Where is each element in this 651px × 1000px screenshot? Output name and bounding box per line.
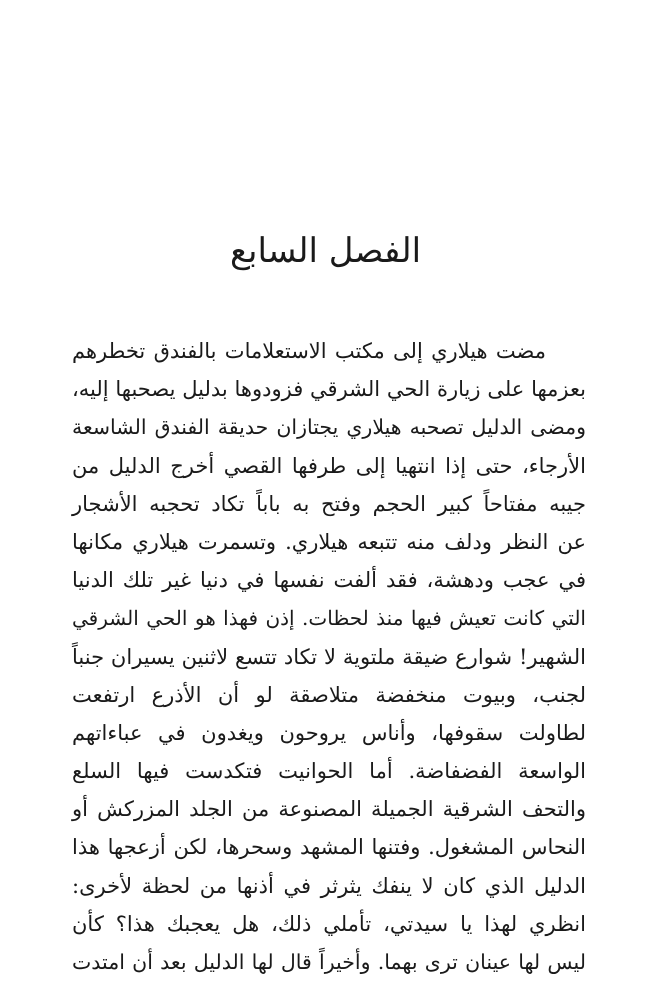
text-line: انظري لهذا يا سيدتي، تأملي ذلك، هل يعجبك هذا؟ كأن [72, 911, 586, 936]
text-line: الشهير! شوارع ضيقة ملتوية لا تكاد تتسع لاثنين يسيران جنباً [72, 644, 586, 669]
text-line: في عجب ودهشة، فقد ألفت نفسها في دنيا غير تلك الدنيا [72, 568, 586, 593]
text-line: جيبه مفتاحاً كبير الحجم وفتح به باباً تكاد تحجبه الأشجار [72, 491, 586, 516]
text-line: الدليل الذي كان لا ينفك يثرثر في أذنها من لحظة لأخرى: [72, 873, 586, 898]
text-line: النحاس المشغول. وفتنها المشهد وسحرها، لكن أزعجها هذا [72, 835, 586, 860]
text-line: ومضى الدليل تصحبه هيلاري يجتازان حديقة الفندق الشاسعة [72, 415, 586, 440]
body-text [72, 332, 586, 981]
chapter-title: الفصل السابع [229, 231, 422, 271]
text-line: الواسعة الفضفاضة. أما الحوانيت فتكدست فيها السلع [72, 759, 586, 784]
text-line: مضت هيلاري إلى مكتب الاستعلامات بالفندق تخطرهم [72, 339, 546, 363]
text-line: بعزمها على زيارة الحي الشرقي فزودوها بدليل يصحبها إليه، [72, 377, 586, 402]
text-line: لجنب، وبيوت منخفضة متلاصقة لو أن الأذرع ارتفعت [72, 682, 586, 707]
text-line: ليس لها عينان ترى بهما. وأخيراً قال لها الدليل بعد أن امتدت [72, 950, 586, 974]
text-line: والتحف الشرقية الجميلة المصنوعة من الجلد المزركش أو [72, 797, 586, 822]
text-line: الأرجاء، حتى إذا انتهيا إلى طرفها القصي أخرج الدليل من [72, 453, 586, 478]
text-line: التي كانت تعيش فيها منذ لحظات. إذن فهذا هو الحي الشرقي [72, 606, 586, 631]
text-line: عن النظر ودلف منه تتبعه هيلاري. وتسمرت هيلاري مكانها [72, 529, 586, 554]
text-line: لطاولت سقوفها، وأناس يروحون ويغدون في عباءاتهم [72, 720, 586, 745]
